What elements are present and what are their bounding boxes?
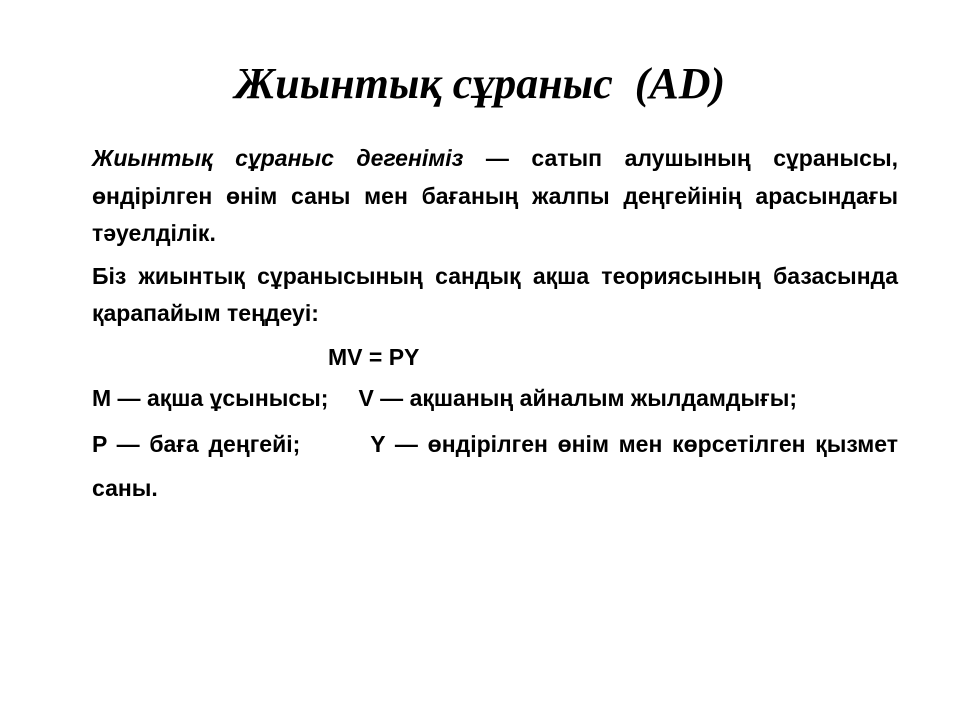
mv-definitions-paragraph <box>92 380 898 418</box>
theory-sentence: Біз жиынтық сұранысының сандық ақша теориясының базасында қарапайым теңдеуі: <box>92 262 898 326</box>
v-definition: V — ақшаның айналым жылдамдығы; <box>358 384 798 411</box>
m-definition: M — ақша ұсынысы; <box>92 384 329 411</box>
p-definition: P — баға деңгейі; <box>92 431 301 457</box>
py-definitions-paragraph <box>92 422 898 510</box>
slide-title-text: Жиынтық сұраныс (AD) <box>234 59 726 108</box>
definition-paragraph <box>92 140 898 253</box>
formula: MV = PY <box>328 343 420 370</box>
y-definition: Y — өндірілген өнім мен көрсетілген қызмет саны. <box>92 431 898 501</box>
theory-paragraph <box>92 258 898 333</box>
slide-body <box>92 140 898 510</box>
slide-title <box>0 44 960 124</box>
definition-text: — сатып алушының сұранысы, өндірілген өнім саны мен бағаның жалпы деңгейінің арасындағы тәуелділік. <box>92 145 899 246</box>
definition-term: Жиынтық сұраныс дегеніміз <box>92 145 464 171</box>
